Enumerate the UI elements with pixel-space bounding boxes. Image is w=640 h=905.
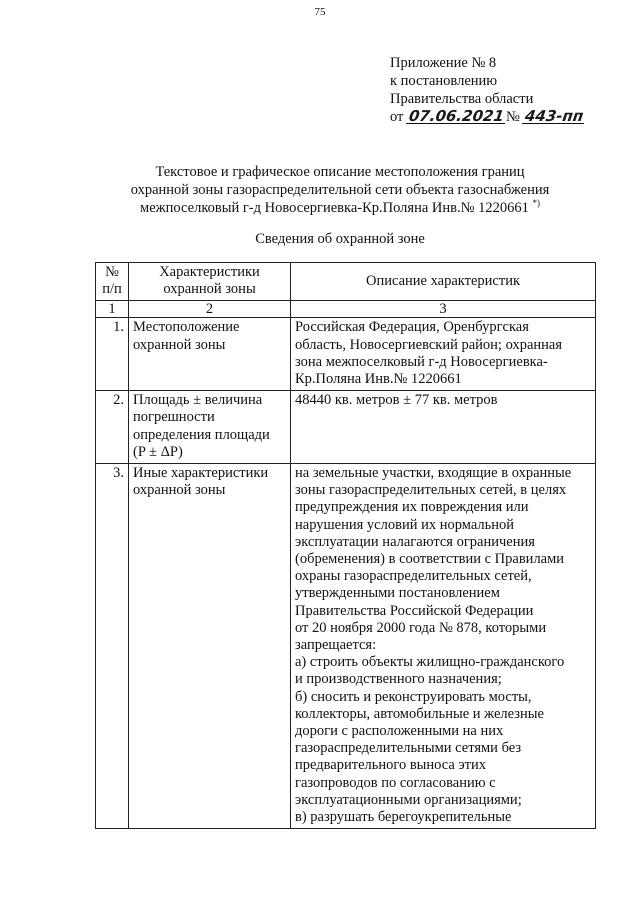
row-characteristic: Площадь ± величина погрешности определения площади (P ± ΔP) (129, 391, 291, 464)
handwritten-number: 443-пп (524, 107, 586, 125)
header-num: № п/п (96, 263, 129, 301)
title-line-3 (60, 199, 620, 217)
appendix-from-label: от (390, 109, 404, 125)
appendix-line-2: к постановлению (390, 73, 498, 89)
protection-zone-table (95, 262, 596, 829)
page-number: 75 (314, 6, 326, 18)
document-title (60, 163, 620, 217)
row-characteristic: Иные характеристики охранной зоны (129, 464, 291, 829)
section-subtitle: Сведения об охранной зоне (255, 231, 425, 247)
row-description: на земельные участки, входящие в охранные зоны газораспределительных сетей, в целях предупреждения их повреждения или нарушения условий их нормальной эксплуатации налагаются ограничения (обременения) в соответствии с Правилами охраны газораспределительных сетей, утвержденными постановлением Правительства Российской Федерации от 20 ноября 2000 года № 878, которыми запрещается: а) строить объекты жилищно-гражданского и производственного назначения; б) сносить и реконструировать мосты, коллекторы, автомобильные и железные дороги с расположенными на них газораспределительными сетями без предварительного выноса этих газопроводов по согласованию с эксплуатационными организациями; в) разрушать берегоукрепительные (291, 464, 596, 829)
row-number: 3. (96, 464, 129, 829)
row-number: 2. (96, 391, 129, 464)
appendix-line-1: Приложение № 8 (390, 55, 497, 71)
table-row (96, 391, 596, 464)
column-index: 1 (96, 301, 129, 318)
number-sign: № (505, 109, 520, 125)
header-description: Описание характеристик (291, 263, 596, 301)
table-row (96, 464, 596, 829)
title-line-3-text: межпоселковый г-д Новосергиевка-Кр.Поляна Инв.№ 1220661 (140, 200, 529, 216)
row-description: Российская Федерация, Оренбургская область, Новосергиевский район; охранная зона межпоселковый г-д Новосергиевка- Кр.Поляна Инв.№ 1220661 (291, 318, 596, 391)
column-index: 2 (129, 301, 291, 318)
row-description: 48440 кв. метров ± 77 кв. метров (291, 391, 596, 464)
appendix-block (390, 54, 586, 126)
handwritten-date: 07.06.2021 (407, 107, 506, 125)
table-header-row (96, 263, 596, 301)
title-line-1: Текстовое и графическое описание местоположения границ (155, 164, 525, 180)
footnote-mark: *) (532, 198, 540, 209)
column-index: 3 (291, 301, 596, 318)
column-index-row (96, 301, 596, 318)
table-row (96, 318, 596, 391)
row-characteristic: Местоположение охранной зоны (129, 318, 291, 391)
title-line-2: охранной зоны газораспределительной сети объекта газоснабжения (130, 182, 550, 198)
row-number: 1. (96, 318, 129, 391)
header-characteristics: Характеристики охранной зоны (129, 263, 291, 301)
appendix-line-3: Правительства области (390, 91, 534, 107)
appendix-line-4 (390, 108, 586, 126)
